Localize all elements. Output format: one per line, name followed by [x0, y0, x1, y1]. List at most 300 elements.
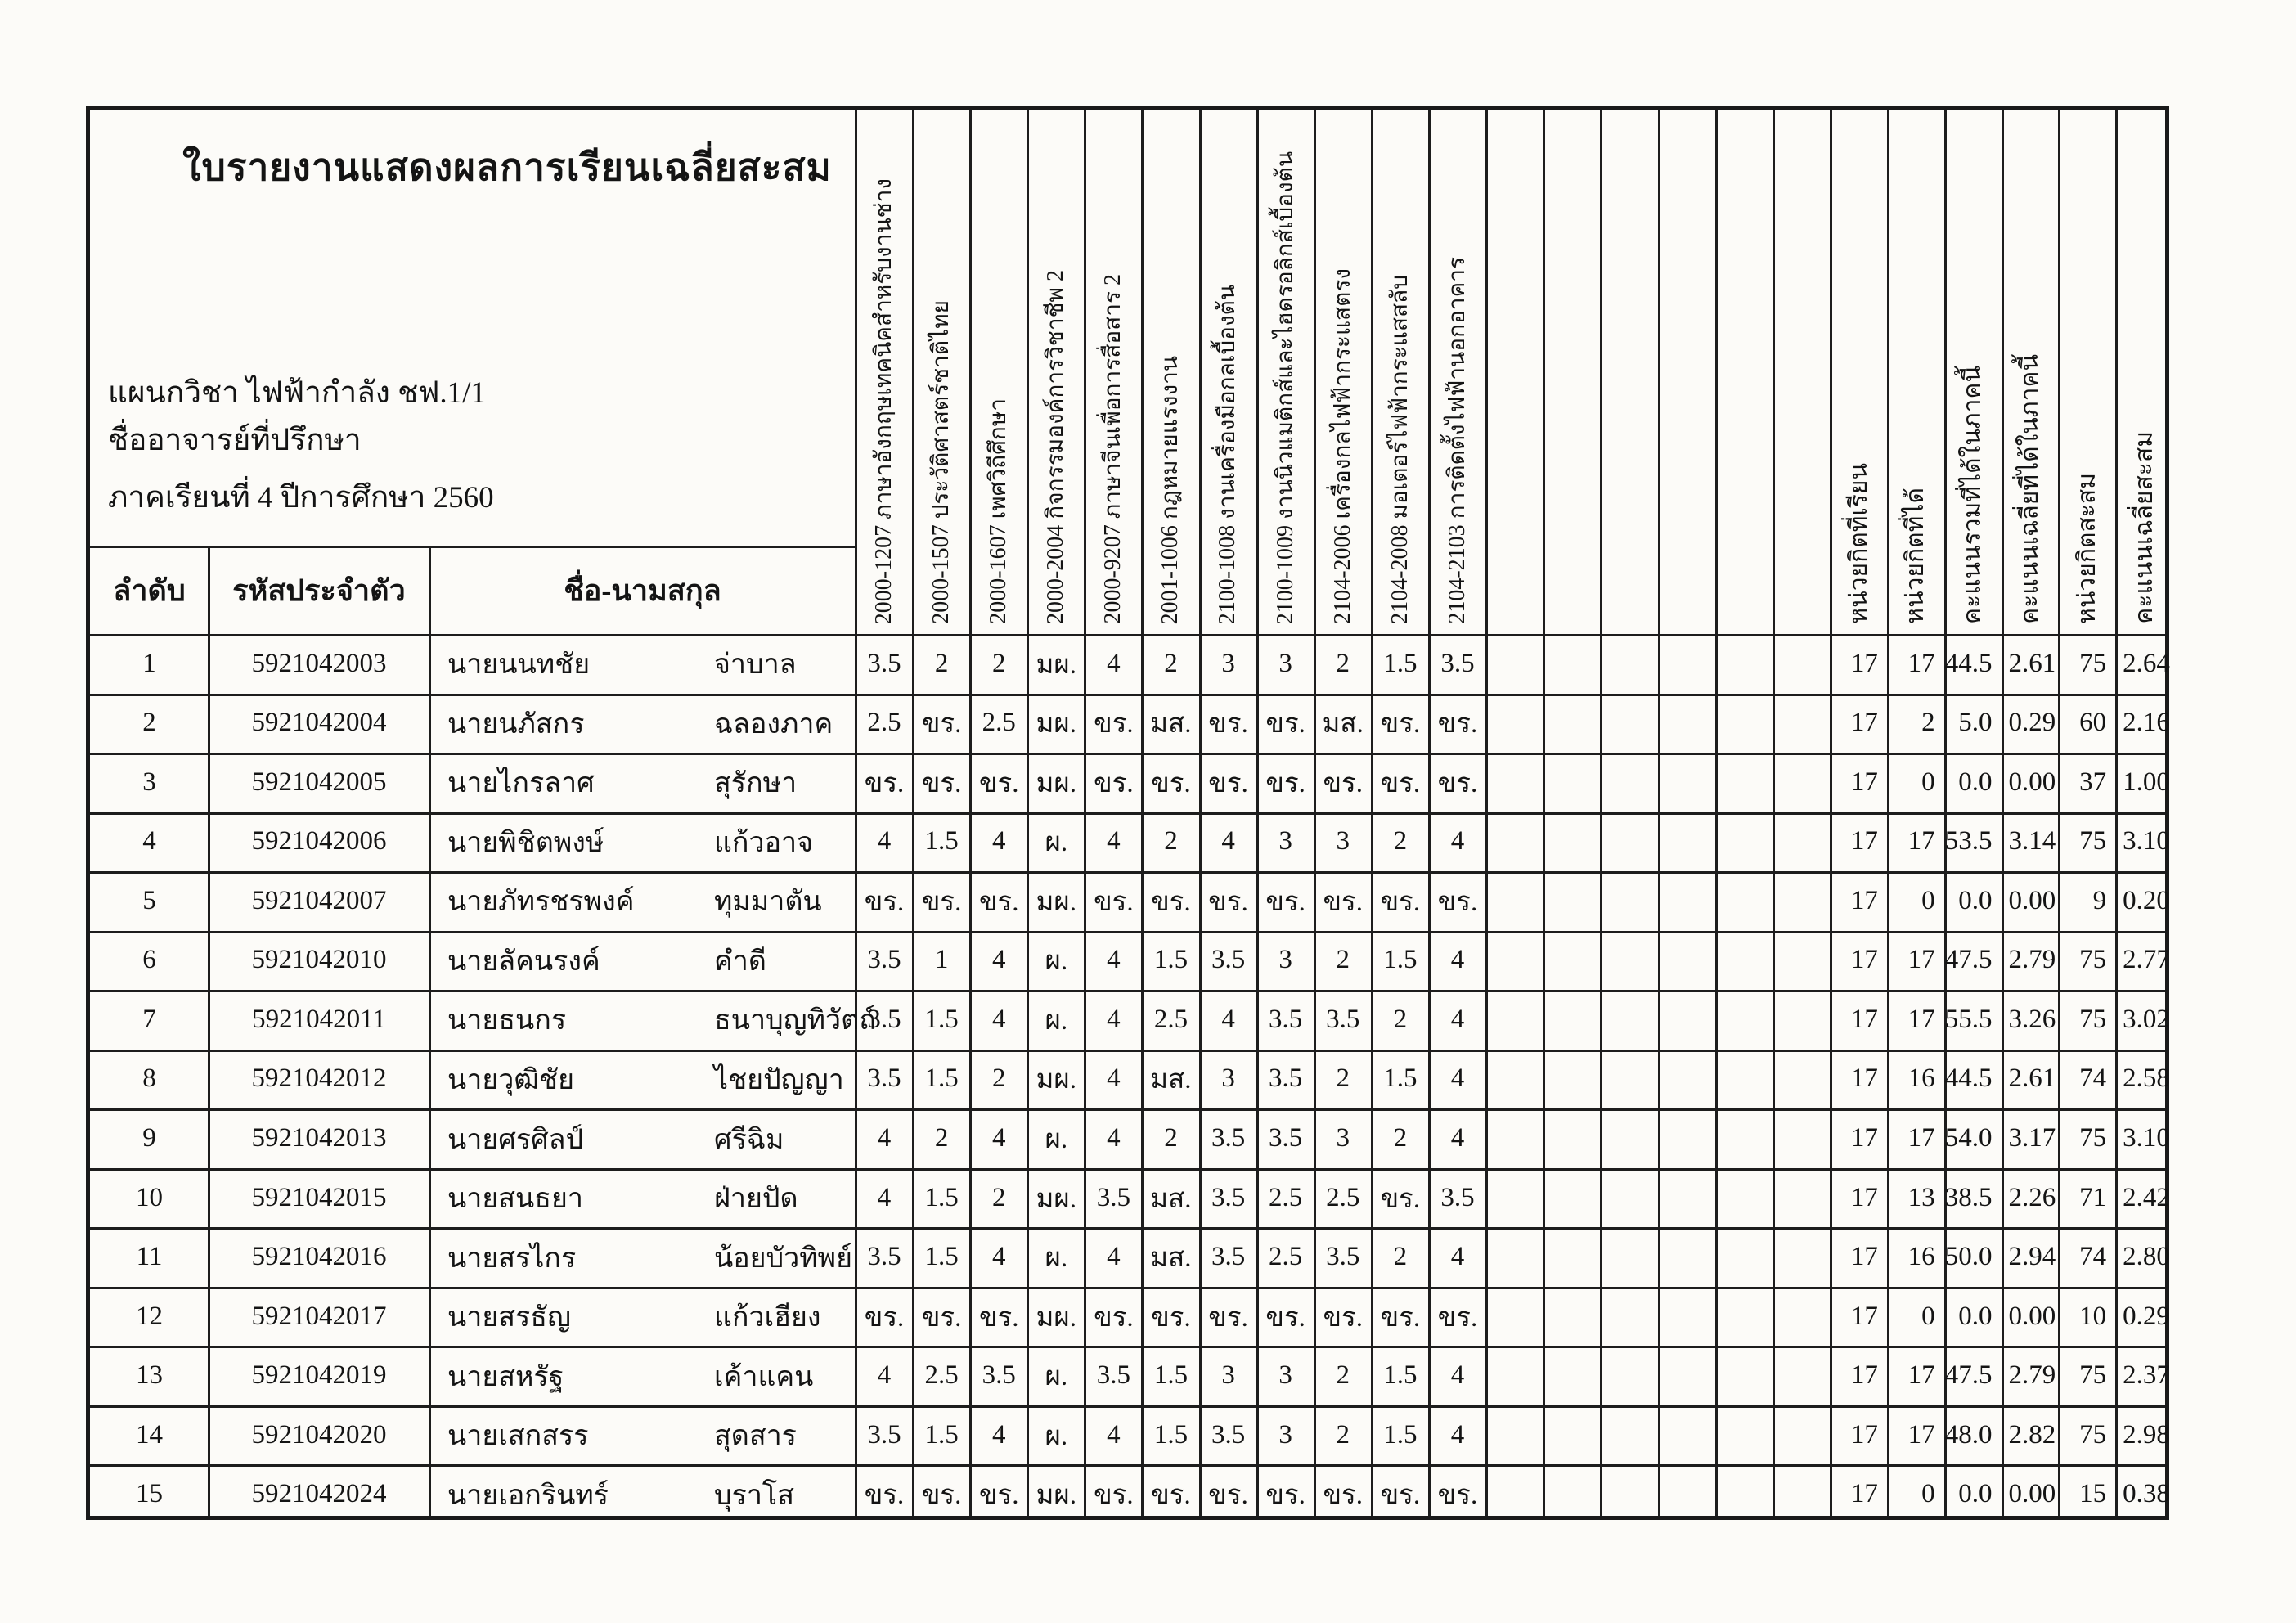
summary-cell: 2.79 [2008, 1360, 2056, 1391]
summary-cell: 0.38 [2123, 1479, 2170, 1509]
summary-cell: 55.5 [1944, 1004, 1993, 1034]
grade-cell: ขร. [1208, 1302, 1248, 1333]
student-first-name: นายนนทชัย [447, 650, 591, 681]
summary-cell: 2.94 [2008, 1242, 2056, 1272]
grade-cell: 3.5 [1211, 1419, 1246, 1450]
student-last-name: ศรีฉิม [714, 1124, 784, 1155]
summary-cell: 13 [1907, 1182, 1935, 1212]
grade-cell: 4 [1450, 1419, 1465, 1450]
student-id-cell: 5921042007 [251, 885, 387, 915]
grade-cell: ผ. [1045, 1125, 1068, 1155]
grade-cell: ผ. [1045, 1421, 1068, 1451]
summary-cell: 50.0 [1944, 1242, 1993, 1272]
grade-cell: 2 [1336, 1360, 1350, 1391]
summary-cell: 0 [1921, 885, 1935, 915]
student-name-cell [429, 1464, 856, 1524]
grade-cell: 2.5 [867, 708, 901, 738]
course-header [970, 115, 1027, 624]
student-first-name: นายศรศิลป์ [447, 1124, 584, 1155]
grade-cell: 2.5 [924, 1360, 959, 1391]
summary-cell: 5.0 [1958, 708, 1993, 738]
grade-cell: มส. [1150, 1243, 1192, 1274]
student-name-cell [429, 634, 856, 694]
summary-header-label: หน่วยกิตสะสม [2073, 473, 2101, 624]
summary-cell: 17 [1907, 648, 1935, 678]
grade-cell: ขร. [1094, 1481, 1134, 1511]
student-first-name: นายสรไกร [447, 1243, 577, 1274]
grade-cell: ขร. [978, 768, 1019, 798]
grade-cell: ขร. [864, 1481, 905, 1511]
grade-cell: 2 [991, 648, 1006, 678]
grade-cell: ขร. [921, 1481, 962, 1511]
summary-cell: 17 [1850, 648, 1878, 678]
semester-line: ภาคเรียนที่ 4 ปีการศึกษา 2560 [108, 481, 494, 515]
summary-cell: 17 [1850, 1419, 1878, 1450]
grade-cell: 3.5 [982, 1360, 1016, 1391]
summary-cell: 17 [1850, 1479, 1878, 1509]
grade-cell: 2.5 [1326, 1182, 1360, 1212]
grade-cell: 1.5 [924, 1182, 959, 1212]
summary-cell: 2 [1921, 708, 1935, 738]
row-number-cell: 14 [136, 1419, 163, 1450]
student-first-name: นายภัทรชรพงค์ [447, 887, 635, 918]
grade-cell: 4 [1107, 826, 1121, 856]
grade-cell: ขร. [1151, 1481, 1191, 1511]
grade-cell: ขร. [864, 1302, 905, 1333]
student-last-name: สุดสาร [714, 1421, 797, 1452]
grade-cell: 2 [1393, 826, 1408, 856]
student-name-cell [429, 1108, 856, 1168]
grade-cell: 1.5 [1383, 1419, 1418, 1450]
summary-header-label: คะแนนเฉลี่ยที่ได้ในภาคนี้ [2016, 354, 2044, 624]
summary-cell: 17 [1850, 826, 1878, 856]
grade-cell: ขร. [921, 709, 962, 740]
grade-cell: 3.5 [867, 1063, 901, 1094]
summary-header [1831, 115, 1888, 624]
student-first-name: นายสหรัฐ [447, 1361, 564, 1392]
student-id-cell: 5921042015 [251, 1182, 387, 1212]
summary-cell: 3.17 [2008, 1123, 2056, 1153]
grade-cell: 1.5 [924, 826, 959, 856]
grade-cell: 2 [934, 648, 949, 678]
summary-cell: 0.00 [2008, 885, 2056, 915]
grade-cell: 2 [1336, 1419, 1350, 1450]
student-id-cell: 5921042017 [251, 1301, 387, 1331]
grade-cell: 1.5 [1153, 945, 1188, 975]
grade-cell: ขร. [1437, 887, 1478, 917]
summary-cell: 0.00 [2008, 767, 2056, 797]
grade-cell: 2.5 [1153, 1004, 1188, 1034]
grade-cell: 3.5 [867, 945, 901, 975]
grade-cell: ขร. [1437, 1481, 1478, 1511]
summary-cell: 75 [2079, 648, 2107, 678]
summary-cell: 74 [2079, 1063, 2107, 1094]
summary-cell: 3.10 [2123, 826, 2170, 856]
grade-cell: 4 [1450, 1123, 1465, 1153]
grade-cell: 4 [877, 1360, 892, 1391]
row-number-cell: 7 [142, 1004, 156, 1034]
page-title: ใบรายงานแสดงผลการเรียนเฉลี่ยสะสม [182, 146, 832, 188]
grade-cell: ขร. [978, 1302, 1019, 1333]
summary-cell: 0.00 [2008, 1479, 2056, 1509]
grade-cell: ขร. [1094, 768, 1134, 798]
summary-cell: 2.61 [2008, 1063, 2056, 1094]
student-id-cell: 5921042016 [251, 1242, 387, 1272]
summary-cell: 0.29 [2008, 708, 2056, 738]
grade-cell: ผ. [1045, 946, 1068, 977]
course-header-label: 2104-2103 การติดตั้งไฟฟ้านอกอาคาร [1444, 257, 1470, 624]
summary-cell: 17 [1850, 1182, 1878, 1212]
grade-cell: มส. [1322, 709, 1364, 740]
grade-cell: 3 [1278, 1360, 1292, 1391]
grade-cell: 1.5 [924, 1063, 959, 1094]
grade-cell: 4 [1450, 1242, 1465, 1272]
summary-cell: 17 [1907, 1419, 1935, 1450]
grade-cell: 2 [1393, 1242, 1408, 1272]
grade-cell: 3 [1336, 1123, 1350, 1153]
grade-cell: ขร. [1380, 1481, 1421, 1511]
summary-cell: 38.5 [1944, 1182, 1993, 1212]
summary-cell: 74 [2079, 1242, 2107, 1272]
grade-cell: 3.5 [1440, 1182, 1475, 1212]
summary-cell: 17 [1907, 826, 1935, 856]
grade-cell: 2 [1336, 648, 1350, 678]
grade-cell: 3 [1278, 945, 1292, 975]
grade-cell: ขร. [1437, 709, 1478, 740]
grade-cell: ขร. [1151, 1302, 1191, 1333]
student-id-cell: 5921042010 [251, 945, 387, 975]
grade-cell: ขร. [921, 887, 962, 917]
student-id-cell: 5921042019 [251, 1360, 387, 1391]
summary-cell: 2.64 [2123, 648, 2170, 678]
course-header-label: 2100-1008 งานเครื่องมือกลเบื้องต้น [1215, 284, 1241, 624]
grade-cell: มผ. [1036, 650, 1076, 680]
grade-cell: มผ. [1036, 768, 1076, 798]
grade-cell: 3.5 [1326, 1004, 1360, 1034]
course-header-label: 2001-1006 กฎหมายแรงงาน [1157, 355, 1184, 624]
student-last-name: แก้วอาจ [714, 827, 814, 858]
summary-cell: 17 [1907, 1123, 1935, 1153]
grade-cell: ขร. [1094, 709, 1134, 740]
grade-cell: 4 [1107, 1004, 1121, 1034]
student-name-cell [429, 1227, 856, 1287]
summary-cell: 47.5 [1944, 1360, 1993, 1391]
summary-cell: 53.5 [1944, 826, 1993, 856]
grade-cell: 3.5 [867, 1004, 901, 1034]
grade-cell: ขร. [1323, 768, 1364, 798]
student-last-name: เค้าแคน [714, 1361, 814, 1392]
grade-cell: 3.5 [867, 1419, 901, 1450]
grade-cell: 1.5 [1383, 945, 1418, 975]
row-number-cell: 4 [142, 826, 156, 856]
summary-cell: 17 [1907, 945, 1935, 975]
grade-cell: 4 [1450, 1063, 1465, 1094]
summary-cell: 0.0 [1958, 885, 1993, 915]
student-name-cell [429, 1287, 856, 1347]
summary-cell: 10 [2079, 1301, 2107, 1331]
course-header [913, 115, 970, 624]
grade-cell: มส. [1150, 709, 1192, 740]
column-header-student-id: รหัสประจำตัว [232, 573, 406, 607]
row-number-cell: 2 [142, 708, 156, 738]
row-number-cell: 15 [136, 1479, 163, 1509]
grade-cell: 2.5 [1269, 1242, 1303, 1272]
grade-cell: 3.5 [1211, 945, 1246, 975]
grade-cell: ผ. [1045, 828, 1068, 858]
grade-cell: ขร. [1265, 1302, 1305, 1333]
course-header [856, 115, 913, 624]
summary-cell: 2.16 [2123, 708, 2170, 738]
course-header [1314, 115, 1372, 624]
advisor-line: ชื่ออาจารย์ที่ปรึกษา [108, 424, 362, 457]
grade-cell: ขร. [1265, 709, 1305, 740]
summary-header [1888, 115, 1945, 624]
course-header-label: 2104-2006 เครื่องกลไฟฟ้ากระแสตรง [1329, 268, 1355, 624]
grade-cell: ขร. [1380, 768, 1421, 798]
summary-cell: 17 [1850, 1242, 1878, 1272]
summary-cell: 2.79 [2008, 945, 2056, 975]
student-last-name: สุรักษา [714, 768, 798, 799]
summary-cell: 17 [1850, 1301, 1878, 1331]
student-id-cell: 5921042020 [251, 1419, 387, 1450]
summary-cell: 0 [1921, 1301, 1935, 1331]
summary-cell: 3.26 [2008, 1004, 2056, 1034]
student-first-name: นายวุฒิชัย [447, 1064, 575, 1095]
summary-cell: 0.00 [2008, 1301, 2056, 1331]
student-first-name: นายสรธัญ [447, 1302, 571, 1333]
summary-cell: 17 [1907, 1360, 1935, 1391]
summary-cell: 71 [2079, 1182, 2107, 1212]
grade-cell: ขร. [1265, 887, 1305, 917]
student-id-cell: 5921042003 [251, 648, 387, 678]
student-id-cell: 5921042012 [251, 1063, 387, 1094]
grade-cell: ขร. [1323, 1481, 1364, 1511]
student-last-name: แก้วเฮียง [714, 1302, 821, 1333]
grade-cell: 1.5 [1153, 1419, 1188, 1450]
grade-cell: 2 [1393, 1123, 1408, 1153]
grade-cell: 3.5 [1211, 1123, 1246, 1153]
summary-cell: 75 [2079, 826, 2107, 856]
summary-cell: 17 [1850, 1004, 1878, 1034]
row-number-cell: 1 [142, 648, 156, 678]
column-header-name: ชื่อ-นามสกุล [564, 573, 721, 607]
grade-cell: ขร. [978, 1481, 1019, 1511]
student-last-name: น้อยบัวทิพย์ [714, 1243, 853, 1274]
summary-cell: 9 [2092, 885, 2107, 915]
grade-cell: 3.5 [1326, 1242, 1360, 1272]
student-name-cell [429, 812, 856, 872]
grade-cell: 3.5 [1096, 1360, 1131, 1391]
grade-cell: 4 [1107, 1242, 1121, 1272]
grade-cell: 4 [1107, 1123, 1121, 1153]
summary-cell: 17 [1850, 945, 1878, 975]
grade-cell: 1.5 [1383, 1063, 1418, 1094]
grade-cell: ขร. [1151, 768, 1191, 798]
row-number-cell: 3 [142, 767, 156, 797]
summary-cell: 75 [2079, 1004, 2107, 1034]
row-number-cell: 5 [142, 885, 156, 915]
grade-cell: ขร. [864, 768, 905, 798]
student-name-cell [429, 694, 856, 753]
grade-cell: 4 [991, 945, 1006, 975]
grade-cell: 3 [1221, 1360, 1235, 1391]
grade-cell: 3 [1221, 648, 1235, 678]
grade-cell: 3.5 [1440, 648, 1475, 678]
row-number-cell: 12 [136, 1301, 163, 1331]
summary-cell: 75 [2079, 945, 2107, 975]
summary-cell: 2.58 [2123, 1063, 2170, 1094]
summary-cell: 15 [2079, 1479, 2107, 1509]
grade-cell: 3.5 [1211, 1242, 1246, 1272]
student-id-cell: 5921042013 [251, 1123, 387, 1153]
grade-cell: 1.5 [924, 1004, 959, 1034]
summary-cell: 75 [2079, 1123, 2107, 1153]
summary-cell: 0.0 [1958, 1479, 1993, 1509]
grade-cell: 3.5 [867, 1242, 901, 1272]
grade-cell: 4 [1107, 648, 1121, 678]
grade-cell: 4 [1450, 1360, 1465, 1391]
grade-cell: มส. [1150, 1184, 1192, 1214]
summary-cell: 0.20 [2123, 885, 2170, 915]
summary-cell: 17 [1850, 1360, 1878, 1391]
student-last-name: บุราโส [714, 1480, 794, 1511]
column-header-no: ลำดับ [113, 573, 186, 607]
student-last-name: ทุมมาตัน [714, 887, 822, 918]
summary-cell: 3.02 [2123, 1004, 2170, 1034]
summary-cell: 17 [1850, 708, 1878, 738]
student-id-cell: 5921042011 [252, 1004, 386, 1034]
summary-header [2116, 115, 2173, 624]
student-first-name: นายธนกร [447, 1005, 567, 1036]
grade-cell: 4 [991, 1004, 1006, 1034]
summary-cell: 0 [1921, 767, 1935, 797]
row-number-cell: 13 [136, 1360, 163, 1391]
summary-cell: 2.82 [2008, 1419, 2056, 1450]
grade-cell: 2 [1336, 1063, 1350, 1094]
summary-cell: 17 [1850, 767, 1878, 797]
summary-cell: 47.5 [1944, 945, 1993, 975]
row-number-cell: 11 [136, 1242, 163, 1272]
grade-cell: ขร. [1208, 1481, 1248, 1511]
grades-table [86, 106, 2169, 1520]
grade-cell: 2 [1164, 648, 1178, 678]
course-header-label: 2100-1009 งานนิวแมติกส์และไฮดรอลิกส์เบื้องต้น [1272, 151, 1298, 624]
grade-cell: 2.5 [982, 708, 1016, 738]
student-last-name: ธนาบุญทิวัตถ์ [714, 1005, 876, 1036]
grade-cell: ผ. [1045, 1362, 1068, 1392]
grade-cell: 4 [991, 1242, 1006, 1272]
grade-cell: 3 [1278, 1419, 1292, 1450]
grade-cell: 2 [991, 1182, 1006, 1212]
grade-cell: 4 [1221, 1004, 1235, 1034]
grade-cell: ผ. [1045, 1243, 1068, 1274]
grade-cell: มผ. [1036, 1481, 1076, 1511]
summary-header-label: หน่วยกิตที่เรียน [1844, 463, 1872, 624]
student-first-name: นายลัคนรงค์ [447, 946, 600, 977]
summary-cell: 2.61 [2008, 648, 2056, 678]
grade-cell: 2 [1164, 826, 1178, 856]
summary-cell: 0.29 [2123, 1301, 2170, 1331]
course-header-label: 2000-9207 ภาษาจีนเพื่อการสื่อสาร 2 [1100, 274, 1126, 624]
grade-cell: 3 [1336, 826, 1350, 856]
department-line: แผนกวิชา ไฟฟ้ากำลัง ชฟ.1/1 [108, 376, 486, 410]
student-first-name: นายเสกสรร [447, 1421, 589, 1452]
grade-cell: ขร. [1380, 709, 1421, 740]
grade-cell: 1.5 [1383, 1360, 1418, 1391]
student-id-cell: 5921042005 [251, 767, 387, 797]
grade-cell: ขร. [864, 887, 905, 917]
grade-cell: ขร. [1437, 768, 1478, 798]
grade-cell: ขร. [921, 768, 962, 798]
summary-cell: 0 [1921, 1479, 1935, 1509]
student-id-cell: 5921042004 [251, 708, 387, 738]
course-header [1372, 115, 1429, 624]
summary-cell: 17 [1907, 1004, 1935, 1034]
grade-cell: 1.5 [924, 1419, 959, 1450]
row-number-cell: 8 [142, 1063, 156, 1094]
course-header [1085, 115, 1142, 624]
course-header [1257, 115, 1314, 624]
summary-header-label: หน่วยกิตที่ได้ [1902, 488, 1930, 624]
summary-cell: 2.80 [2123, 1242, 2170, 1272]
grade-cell: ขร. [1380, 1302, 1421, 1333]
grade-cell: 1.5 [1153, 1360, 1188, 1391]
student-name-cell [429, 931, 856, 991]
grade-cell: ขร. [978, 887, 1019, 917]
grade-cell: มผ. [1036, 1184, 1076, 1214]
grade-cell: 2 [991, 1063, 1006, 1094]
course-header-label: 2000-1507 ประวัติศาสตร์ชาติไทย [928, 300, 955, 624]
grade-cell: ขร. [1380, 1184, 1421, 1214]
summary-cell: 37 [2079, 767, 2107, 797]
summary-cell: 16 [1907, 1242, 1935, 1272]
grade-cell: 4 [1450, 945, 1465, 975]
summary-cell: 3.10 [2123, 1123, 2170, 1153]
summary-header-label: คะแนนรวมที่ได้ในภาคนี้ [1959, 366, 1987, 624]
student-name-cell [429, 1405, 856, 1465]
grade-cell: 4 [1107, 1063, 1121, 1094]
student-name-cell [429, 871, 856, 931]
grade-cell: 4 [877, 1182, 892, 1212]
grade-cell: มผ. [1036, 1065, 1076, 1095]
summary-cell: 48.0 [1944, 1419, 1993, 1450]
student-name-cell [429, 753, 856, 812]
student-last-name: ฉลองภาค [714, 708, 833, 740]
grade-cell: ขร. [1265, 768, 1305, 798]
grade-cell: 3 [1278, 826, 1292, 856]
grade-cell: ขร. [1323, 887, 1364, 917]
summary-cell: 0.0 [1958, 767, 1993, 797]
grade-cell: มส. [1150, 1065, 1192, 1095]
grade-cell: 3.5 [1211, 1182, 1246, 1212]
student-id-cell: 5921042006 [251, 826, 387, 856]
summary-cell: 44.5 [1944, 648, 1993, 678]
student-first-name: นายพิชิตพงษ์ [447, 827, 604, 858]
grade-cell: 2 [1393, 1004, 1408, 1034]
summary-cell: 2.37 [2123, 1360, 2170, 1391]
summary-cell: 1.00 [2123, 767, 2170, 797]
student-last-name: ไชยปัญญา [714, 1064, 844, 1095]
row-number-cell: 6 [142, 945, 156, 975]
course-header-label: 2000-1207 ภาษาอังกฤษเทคนิคสำหรับงานช่าง [870, 178, 896, 624]
summary-cell: 75 [2079, 1419, 2107, 1450]
grade-cell: 1 [934, 945, 949, 975]
grade-cell: ขร. [1208, 887, 1248, 917]
course-header-label: 2000-1607 เพศวิถีศึกษา [986, 398, 1012, 624]
summary-cell: 0.0 [1958, 1301, 1993, 1331]
student-last-name: คำดี [714, 946, 766, 977]
grade-cell: 1.5 [924, 1242, 959, 1272]
